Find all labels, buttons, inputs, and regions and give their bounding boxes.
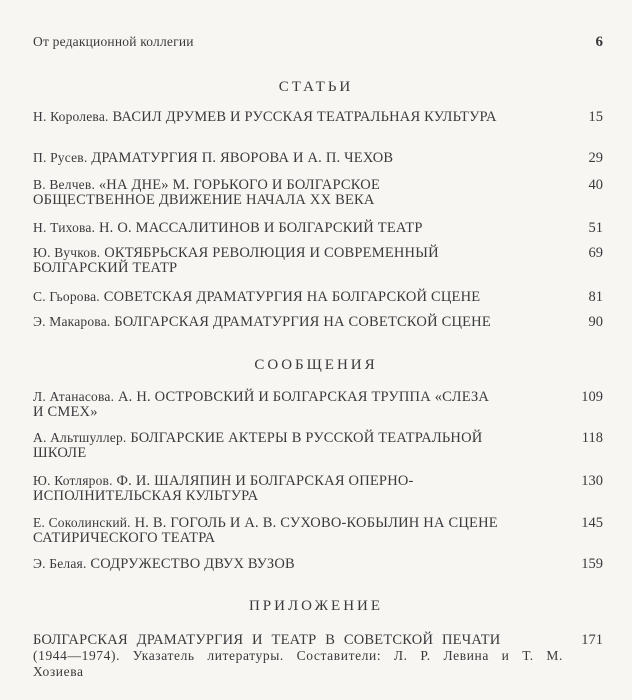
entry-text: [33, 110, 503, 125]
section-heading: ПРИЛОЖЕНИЕ: [248, 598, 384, 614]
entry-text: [33, 315, 503, 330]
entry-title: ВАСИЛ ДРУМЕВ И РУССКАЯ ТЕАТРАЛЬНАЯ КУЛЬТУРА: [112, 109, 497, 125]
entry-title: Н. В. ГОГОЛЬ И А. В. СУХОВО-КОБЫЛИН НА СЦЕНЕ САТИРИЧЕСКОГО ТЕАТРА: [33, 515, 498, 546]
page-number: 145: [581, 515, 603, 531]
entry-text: [33, 474, 503, 503]
entry-author: Ю. Котляров.: [33, 473, 113, 488]
entry-title: Ф. И. ШАЛЯПИН И БОЛГАРСКАЯ ОПЕРНО-ИСПОЛНИТЕЛЬСКАЯ КУЛЬТУРА: [33, 473, 414, 504]
page-number: 81: [588, 289, 603, 305]
entry-text: [33, 431, 503, 460]
entry-text: [33, 178, 503, 207]
page-number: 90: [588, 314, 603, 330]
page-number: 6: [595, 34, 603, 50]
entry-author: С. Гьорова.: [33, 289, 100, 304]
entry-author: В. Велчев.: [33, 177, 96, 192]
page-number: 15: [588, 109, 603, 125]
page-number: 40: [588, 177, 603, 193]
entry-text: [33, 151, 503, 166]
entry-text: [33, 221, 503, 236]
entry-note: (1944—1974). Указатель литературы. Составители: Л. Р. Левина и Т. М. Хозиева: [33, 648, 563, 679]
page-number: 130: [581, 473, 603, 489]
entry-author: Э. Макарова.: [33, 314, 111, 329]
entry-title: «НА ДНЕ» М. ГОРЬКОГО И БОЛГАРСКОЕ ОБЩЕСТВЕННОЕ ДВИЖЕНИЕ НАЧАЛА XX ВЕКА: [33, 177, 381, 208]
entry-title: Н. О. МАССАЛИТИНОВ И БОЛГАРСКИЙ ТЕАТР: [99, 220, 423, 236]
entry-title: СОДРУЖЕСТВО ДВУХ ВУЗОВ: [90, 556, 295, 572]
section-heading: СООБЩЕНИЯ: [254, 357, 378, 373]
page-number: 69: [588, 245, 603, 261]
entry-title: БОЛГАРСКАЯ ДРАМАТУРГИЯ И ТЕАТР В СОВЕТСКОЙ ПЕЧАТИ: [33, 632, 501, 648]
entry-author: Е. Соколинский.: [33, 515, 131, 530]
page-number: 118: [581, 430, 603, 446]
entry-author: Э. Белая.: [33, 556, 87, 571]
entry-author: П. Русев.: [33, 150, 88, 165]
page-number: 29: [588, 150, 603, 166]
page-number: 109: [581, 389, 603, 405]
page-number: 171: [581, 632, 603, 648]
entry-text: [33, 246, 503, 275]
entry-title: БОЛГАРСКИЕ АКТЕРЫ В РУССКОЙ ТЕАТРАЛЬНОЙ ШКОЛЕ: [33, 430, 483, 461]
page-number: 159: [581, 556, 603, 572]
entry-title: БОЛГАРСКАЯ ДРАМАТУРГИЯ НА СОВЕТСКОЙ СЦЕНЕ: [114, 314, 491, 330]
entry-title: А. Н. ОСТРОВСКИЙ И БОЛГАРСКАЯ ТРУППА «СЛЕЗА И СМЕХ»: [33, 389, 490, 420]
entry-title: ДРАМАТУРГИЯ П. ЯВОРОВА И А. П. ЧЕХОВ: [91, 150, 394, 166]
entry-author: А. Альтшуллер.: [33, 430, 127, 445]
entry-text: [33, 516, 503, 545]
entry-text: [33, 557, 503, 572]
entry-title: ОКТЯБРЬСКАЯ РЕВОЛЮЦИЯ И СОВРЕМЕННЫЙ БОЛГАРСКИЙ ТЕАТР: [33, 245, 439, 276]
entry-author: Л. Атанасова.: [33, 389, 115, 404]
intro-text: От редакционной коллегии: [33, 34, 194, 49]
section-heading: СТАТЬИ: [278, 79, 354, 95]
entry-text: [33, 290, 503, 305]
page-number: 51: [588, 220, 603, 236]
entry-author: Н. Королева.: [33, 109, 109, 124]
entry-title: СОВЕТСКАЯ ДРАМАТУРГИЯ НА БОЛГАРСКОЙ СЦЕНЕ: [103, 289, 481, 305]
entry-text: [33, 390, 503, 419]
entry-author: Ю. Вучков.: [33, 245, 101, 260]
entry-text: [33, 632, 578, 680]
entry-author: Н. Тихова.: [33, 220, 96, 235]
